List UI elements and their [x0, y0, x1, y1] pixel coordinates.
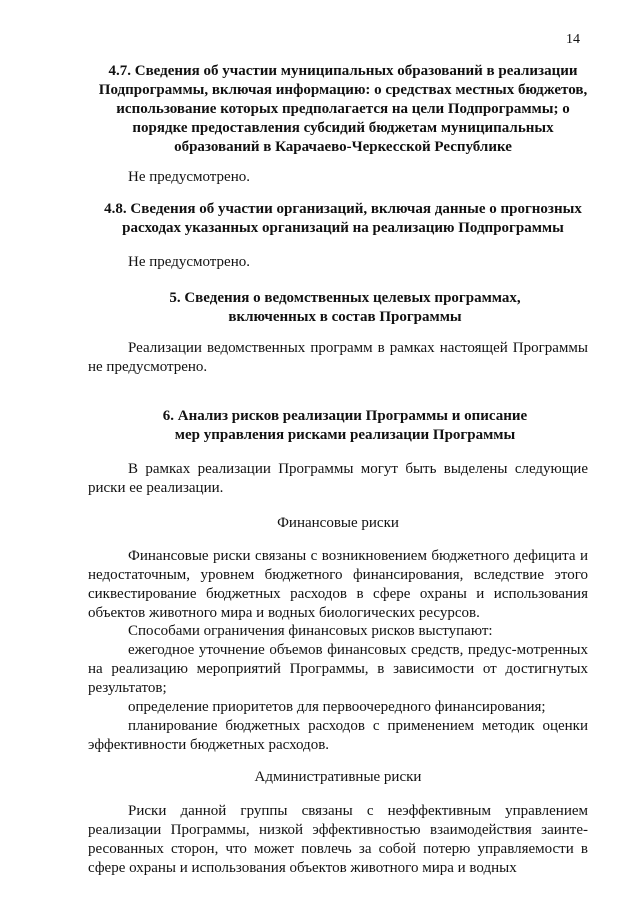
section-6-intro: В рамках реализации Программы могут быть выделены следующие риски ее реализации. [88, 461, 588, 496]
section-4-8-text: Не предусмотрено. [128, 254, 250, 270]
financial-risks-title: Финансовые риски [277, 515, 399, 531]
section-4-8-heading: 4.8. Сведения об участии организаций, включая данные о прогнозных расходах указанных организаций на реализацию Подпрограммы [104, 201, 582, 236]
page-number: 14 [566, 32, 580, 47]
section-6-heading: 6. Анализ рисков реализации Программы и описание мер управления рисками реализации Программы [162, 408, 528, 443]
financial-risks-item-2: определение приоритетов для первоочередного финансирования; [128, 699, 546, 715]
financial-risks-limits-intro: Способами ограничения финансовых рисков выступают: [128, 623, 493, 639]
financial-risks-item-1: ежегодное уточнение объемов финансовых средств, предус-мотренных на реализацию мероприятий Программы, в зависимости от достигнутых результатов; [88, 642, 588, 696]
financial-risks-item-3: планирование бюджетных расходов с применением методик оценки эффективности бюджетных расходов. [88, 718, 588, 753]
section-5-heading: 5. Сведения о ведомственных целевых программах, включенных в состав Программы [169, 290, 521, 325]
section-4-7-text: Не предусмотрено. [128, 169, 250, 185]
administrative-risks-paragraph: Риски данной группы связаны с неэффективным управлением реализации Программы, низкой эффективностью взаимодействия заинте-ресованных сторон, что может повлечь за собой потерю управляемости в сфере охраны и использования объектов животного мира и водных [88, 803, 588, 876]
financial-risks-paragraph: Финансовые риски связаны с возникновением бюджетного дефицита и недостаточным, уровнем бюджетного финансирования, вследствие этого сиквестирование бюджетных расходов в сфере охраны и использования объектов животного мира и водных биологических ресурсов. [88, 548, 588, 621]
administrative-risks-title: Административные риски [254, 769, 422, 785]
section-5-text: Реализации ведомственных программ в рамках настоящей Программы не предусмотрено. [88, 340, 588, 375]
section-4-7-heading: 4.7. Сведения об участии муниципальных образований в реализации Подпрограммы, включая информацию: о средствах местных бюджетов, использование которых предполагается на цели Подпрограммы; о порядке предоставления субсидий бюджетам муниципальных образований в Карачаево-Черкесской Республике [98, 63, 588, 155]
